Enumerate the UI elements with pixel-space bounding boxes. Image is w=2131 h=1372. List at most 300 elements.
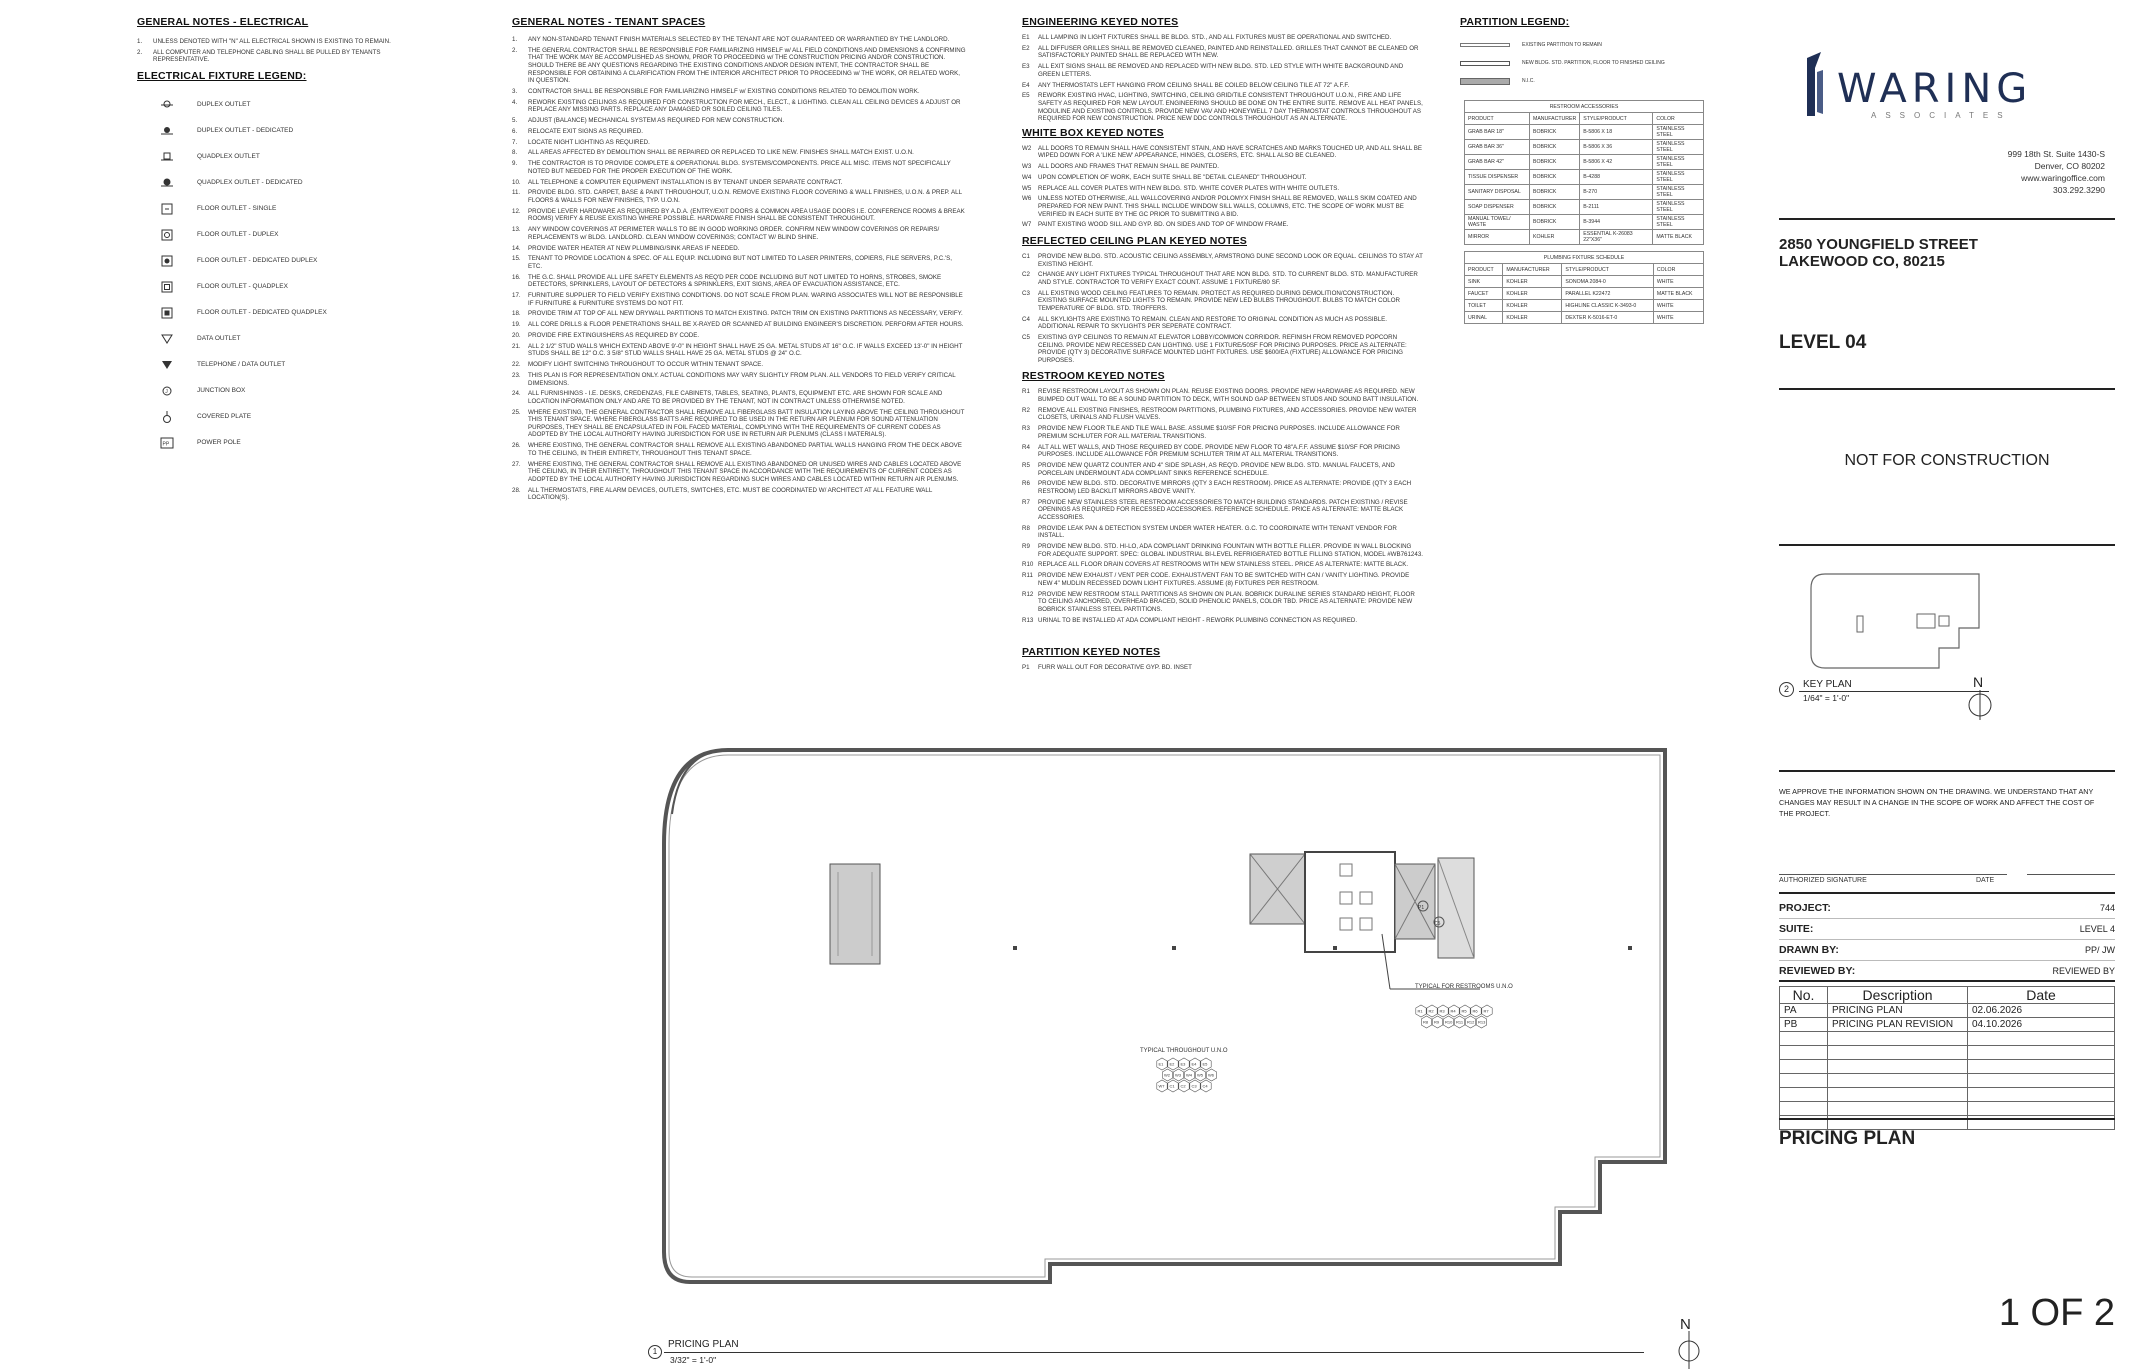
duplex-outlet-icon bbox=[137, 99, 197, 111]
column-header: COLOR bbox=[1653, 264, 1703, 276]
note-item bbox=[512, 332, 967, 340]
note-text: ALL EXIT SIGNS SHALL BE REMOVED AND REPLACED WITH NEW BLDG. STD. LED STYLE WITH WHITE BACKGROUND AND GREEN LETTERS. bbox=[1038, 63, 1404, 78]
table-cell: 02.06.2026 bbox=[1968, 1004, 2115, 1018]
tag-label: C1 bbox=[1169, 1083, 1175, 1089]
note-number: 26. bbox=[512, 442, 521, 450]
legend-label: POWER POLE bbox=[197, 439, 241, 447]
project-fields bbox=[1779, 898, 2115, 982]
legend-row bbox=[137, 326, 437, 352]
tag-label: R11 bbox=[1456, 1019, 1464, 1025]
table-cell: PRICING PLAN REVISION bbox=[1828, 1018, 1968, 1032]
note-number: W2 bbox=[1022, 144, 1032, 152]
field-label: SUITE: bbox=[1779, 923, 1814, 935]
table-row bbox=[1465, 200, 1704, 215]
note-number: E4 bbox=[1022, 81, 1030, 89]
legend-label: TELEPHONE / DATA OUTLET bbox=[197, 361, 286, 369]
note-text: PROVIDE NEW FLOOR TILE AND TILE WALL BASE. ASSUME $10/SF FOR PRICING PURPOSES. INCLUDE ALLOWANCE FOR PREMIUM SCHLUTER FOR ALL MATERIAL TRANSITIONS. bbox=[1038, 425, 1400, 440]
note-number: 12. bbox=[512, 207, 521, 215]
table-row bbox=[1465, 288, 1704, 300]
firm-phone: 303.292.3290 bbox=[2053, 185, 2105, 195]
project-address bbox=[1779, 236, 2131, 270]
plan-number: 1 bbox=[648, 1345, 662, 1359]
note-number: R12 bbox=[1022, 590, 1034, 598]
note-text: PROVIDE TRIM AT TOP OF ALL NEW DRYWALL PARTITIONS TO MATCH EXISTING. PATCH TRIM ON EXISTING PARTITIONS AS NECESSARY, VERIFY. bbox=[528, 310, 963, 318]
note-text: CONTRACTOR SHALL BE RESPONSIBLE FOR FAMILIARIZING HIMSELF w/ EXISTING CONDITIONS RELATED TO DEMOLITION WORK. bbox=[528, 87, 920, 95]
note-number: P1 bbox=[1022, 664, 1030, 672]
note-number: 4. bbox=[512, 98, 518, 106]
note-number: 10. bbox=[512, 178, 521, 186]
table-cell: WHITE bbox=[1653, 312, 1703, 324]
note-number: C4 bbox=[1022, 315, 1030, 323]
plumbing-fixture-schedule bbox=[1464, 251, 1704, 324]
existing-partition-swatch bbox=[1460, 43, 1510, 47]
restroom-notes-list bbox=[1022, 388, 1424, 624]
power-pole-icon bbox=[137, 437, 197, 449]
note-text: ALL TELEPHONE & COMPUTER EQUIPMENT INSTALLATION IS BY TENANT UNDER SEPARATE CONTRACT. bbox=[528, 178, 843, 186]
tag-label: W3 bbox=[1175, 1072, 1181, 1078]
table-cell: B-2111 bbox=[1580, 200, 1653, 215]
note-text: ALL 2 1/2" STUD WALLS WHICH EXTEND ABOVE 9'-0" IN HEIGHT SHALL HAVE 25 GA. METAL STUDS AT 16" O.C. IF WALLS EXCEED 13'-0" IN HEIGHT STUDS SHALL BE 12" O.C. 3 5/8" STUD WALLS SHALL HAVE 25 GA. METAL STUDS @ 24" O.C. bbox=[528, 342, 963, 358]
table-cell: 04.10.2026 bbox=[1968, 1018, 2115, 1032]
note-number: W6 bbox=[1022, 195, 1032, 203]
electrical-notes bbox=[137, 16, 437, 456]
legend-label: DUPLEX OUTLET - DEDICATED bbox=[197, 127, 294, 135]
note-text: PROVIDE NEW BLDG. STD. ACOUSTIC CEILING ASSEMBLY, ARMSTRONG DUNE SECOND LOOK OR EQUAL. CEILINGS TO STAY AT EXISTING HEIGHT. bbox=[1038, 252, 1423, 268]
legend-row bbox=[137, 144, 437, 170]
note-number: R2 bbox=[1022, 406, 1030, 414]
revision-row bbox=[1780, 1032, 2115, 1046]
electrical-legend-title: ELECTRICAL FIXTURE LEGEND: bbox=[137, 69, 307, 82]
legend-row bbox=[137, 300, 437, 326]
tag-label: R12 bbox=[1467, 1019, 1475, 1025]
note-text: PROVIDE NEW RESTROOM STALL PARTITIONS AS SHOWN ON PLAN. BOBRICK DURALINE SERIES STANDARD HEIGHT, FLOOR TO CEILING ANCHORED, OVERHEAD BRACED, SOLID PHENOLIC PANELS, COLOR TBD. PRICE AS ALTERNATE: PROVIDE NEW BOBRICK STAINLESS STEEL PARTITIONS. bbox=[1038, 590, 1415, 613]
note-text: ANY NON-STANDARD TENANT FINISH MATERIALS SELECTED BY THE TENANT ARE NOT GUARANTEED OR WARRANTIED BY THE LANDLORD. bbox=[528, 36, 950, 43]
note-item bbox=[512, 208, 967, 223]
restroom-notes-title: RESTROOM KEYED NOTES bbox=[1022, 370, 1165, 383]
table-row bbox=[1465, 140, 1704, 155]
note-number: 21. bbox=[512, 342, 521, 350]
note-item bbox=[512, 160, 967, 175]
table-cell bbox=[1780, 1074, 1828, 1088]
key-plan bbox=[1779, 560, 2131, 720]
note-number: 1. bbox=[137, 38, 143, 45]
table-cell bbox=[1828, 1102, 1968, 1116]
note-number: 11. bbox=[512, 189, 521, 197]
table-cell: GRAB BAR 36" bbox=[1465, 140, 1530, 155]
note-number: R9 bbox=[1022, 543, 1030, 551]
note-item bbox=[512, 390, 967, 405]
table-cell bbox=[1828, 1074, 1968, 1088]
note-number: 15. bbox=[512, 255, 521, 263]
note-text: PROVIDE NEW STAINLESS STEEL RESTROOM ACCESSORIES TO MATCH BUILDING STANDARDS. PATCH EXISTING / REVISE OPENINGS AS REQUIRED FOR RECESSED ACCESSORIES. REFERENCE SCHEDULE. PRICE AS ALTERNATE: MATTE BLACK ACCESSORIES. bbox=[1038, 498, 1408, 521]
revision-table bbox=[1779, 986, 2115, 1130]
plan-scale: 3/32" = 1'-0" bbox=[670, 1355, 717, 1365]
note-number: C2 bbox=[1022, 271, 1030, 279]
sheet-number: 1 OF 2 bbox=[1998, 1292, 2115, 1334]
table-cell: FAUCET bbox=[1465, 288, 1503, 300]
column-header: Description bbox=[1828, 987, 1968, 1004]
legend-nic bbox=[1460, 72, 1710, 90]
tenant-notes-title: GENERAL NOTES - TENANT SPACES bbox=[512, 16, 706, 28]
revision-row bbox=[1780, 1074, 2115, 1088]
note-number: 6. bbox=[512, 127, 518, 135]
signature-label: AUTHORIZED SIGNATURE bbox=[1779, 877, 1867, 884]
plan-north-label: N bbox=[1680, 1316, 1691, 1333]
note-item bbox=[1022, 63, 1424, 78]
table-cell: PARALLEL K22472 bbox=[1562, 288, 1654, 300]
tag-label: W4 bbox=[1186, 1072, 1192, 1078]
note-text: PROVIDE NEW BLDG. STD. HI-LO, ADA COMPLIANT DRINKING FOUNTAIN WITH BOTTLE FILLER. PROVIDE IN WALL BLOCKING FOR ADEQUATE SUPPORT. SPEC: GLOBAL INDUSTRIAL BI-LEVEL REFRIGERATED BOTTLE FILLING STATION, MODEL #WB761243. bbox=[1038, 543, 1423, 558]
table-cell: MATTE BLACK bbox=[1653, 230, 1704, 245]
note-number: W5 bbox=[1022, 184, 1032, 192]
tag-label: C3 bbox=[1191, 1083, 1197, 1089]
revision-row bbox=[1780, 1004, 2115, 1018]
note-number: C5 bbox=[1022, 334, 1030, 342]
tag-label: E4 bbox=[1191, 1061, 1197, 1067]
note-item bbox=[512, 361, 967, 369]
tag-label: C4 bbox=[1202, 1083, 1208, 1089]
note-number: 19. bbox=[512, 321, 521, 329]
note-item bbox=[1022, 572, 1424, 587]
note-text: TENANT TO PROVIDE LOCATION & SPEC. OF ALL EQUIP. INCLUDING BUT NOT LIMITED TO LASER PRINTERS, COPIERS, FILE SERVERS, P.C.'S, ETC. bbox=[528, 255, 952, 270]
field-value: 744 bbox=[2099, 903, 2115, 913]
firm-logo bbox=[1779, 50, 2131, 120]
note-item bbox=[1022, 334, 1424, 364]
table-cell: BOBRICK bbox=[1530, 140, 1580, 155]
note-number: W4 bbox=[1022, 173, 1032, 181]
note-text: RELOCATE EXIT SIGNS AS REQUIRED. bbox=[528, 127, 643, 135]
plan-tag: P1 bbox=[1418, 905, 1425, 911]
project-address-line1: 2850 YOUNGFIELD STREET bbox=[1779, 236, 1978, 253]
note-item bbox=[512, 149, 967, 157]
note-text: ANY THERMOSTATS LEFT HANGING FROM CEILING SHALL BE COILED BELOW CEILING TILE AT 72" A.F.F. bbox=[1038, 81, 1350, 89]
table-cell: B-5806 X 18 bbox=[1580, 125, 1653, 140]
note-text: PROVIDE WATER HEATER AT NEW PLUMBING/SINK AREAS IF NEEDED. bbox=[528, 244, 740, 252]
table-cell: STAINLESS STEEL bbox=[1653, 125, 1704, 140]
tag-label: R10 bbox=[1445, 1019, 1453, 1025]
table-cell: TISSUE DISPENSER bbox=[1465, 170, 1530, 185]
engineering-notes-title: ENGINEERING KEYED NOTES bbox=[1022, 16, 1179, 28]
note-item bbox=[512, 47, 967, 85]
note-number: R10 bbox=[1022, 561, 1034, 569]
table-cell: SONOMA 2084-0 bbox=[1562, 276, 1654, 288]
legend-row bbox=[137, 274, 437, 300]
legend-label: FLOOR OUTLET - DUPLEX bbox=[197, 231, 279, 239]
note-text: REVISE RESTROOM LAYOUT AS SHOWN ON PLAN. REUSE EXISTING DOORS. PROVIDE NEW HARDWARE AS REQUIRED. NEW BUMPED OUT WALL TO BE A SOUND PARTITION TO DECK, WITH SOUND GAP BETWEEN STUDS AND SOUND BATT INSULATION. bbox=[1038, 388, 1419, 404]
project-field-row bbox=[1779, 940, 2115, 961]
construction-status: NOT FOR CONSTRUCTION bbox=[1844, 452, 2050, 469]
table-cell: STAINLESS STEEL bbox=[1653, 140, 1704, 155]
table-cell: B-4288 bbox=[1580, 170, 1653, 185]
key-plan-drawing bbox=[1799, 568, 1999, 678]
level-title: LEVEL 04 bbox=[1779, 332, 1867, 353]
plan-title: PRICING PLAN bbox=[668, 1339, 739, 1350]
note-text: ALL SKYLIGHTS ARE EXISTING TO REMAIN. CLEAN AND RESTORE TO ORIGINAL CONDITION AS MUCH AS POSSIBLE. ADDITIONAL REPAIR TO SKYLIGHTS PER SEPERATE CONTRACT. bbox=[1038, 315, 1387, 331]
note-item bbox=[137, 38, 437, 46]
table-cell: STAINLESS STEEL bbox=[1653, 215, 1704, 230]
table-cell: STAINLESS STEEL bbox=[1653, 200, 1704, 215]
tag-label: R1 bbox=[1417, 1008, 1423, 1014]
field-value: PP/ JW bbox=[2084, 945, 2115, 955]
tag-label: R9 bbox=[1434, 1019, 1440, 1025]
note-number: R13 bbox=[1022, 616, 1034, 624]
tag-label: W2 bbox=[1164, 1072, 1170, 1078]
note-number: R8 bbox=[1022, 524, 1030, 532]
date-line bbox=[2027, 874, 2115, 875]
field-label: DRAWN BY: bbox=[1779, 944, 1839, 956]
note-number: 24. bbox=[512, 390, 521, 398]
legend-label: N.I.C. bbox=[1522, 78, 1535, 84]
note-text: FURNITURE SUPPLIER TO FIELD VERIFY EXISTING CONDITIONS. DO NOT SCALE FROM PLAN. WARING ASSOCIATES WILL NOT BE RESPONSIBLE IF FURNITURE & FURNITURE SYSTEMS DO NOT FIT. bbox=[528, 292, 963, 307]
table-title: PLUMBING FIXTURE SCHEDULE bbox=[1465, 252, 1704, 264]
data-outlet-icon bbox=[137, 334, 197, 344]
tenant-notes-list bbox=[512, 36, 967, 502]
date-label: DATE bbox=[1976, 877, 1995, 884]
table-cell bbox=[1968, 1088, 2115, 1102]
tag-label: R8 bbox=[1423, 1019, 1429, 1025]
note-item bbox=[1022, 195, 1424, 218]
tag-label: W6 bbox=[1208, 1072, 1214, 1078]
key-plan-underline bbox=[1799, 691, 1989, 692]
table-cell bbox=[1968, 1074, 2115, 1088]
table-row bbox=[1465, 312, 1704, 324]
floor-outlet-duplex-icon bbox=[137, 229, 197, 241]
note-number: 22. bbox=[512, 361, 521, 369]
plan-tag: C5 bbox=[1434, 921, 1441, 927]
note-item bbox=[512, 487, 967, 502]
note-number: E3 bbox=[1022, 63, 1030, 71]
column-header: MANUFACTURER bbox=[1503, 264, 1562, 276]
table-cell bbox=[1828, 1060, 1968, 1074]
table-cell: MATTE BLACK bbox=[1653, 288, 1703, 300]
note-item bbox=[1022, 425, 1424, 440]
note-text: ALL THERMOSTATS, FIRE ALARM DEVICES, OUTLETS, SWITCHES, ETC. MUST BE COORDINATED W/ ARCHITECT AT ALL FEATURE WALL LOCATION(S). bbox=[528, 486, 933, 502]
ceiling-notes-list bbox=[1022, 253, 1424, 364]
table-cell: STAINLESS STEEL bbox=[1653, 155, 1704, 170]
note-number: 8. bbox=[512, 149, 518, 157]
rule bbox=[1779, 544, 2115, 546]
column-header: STYLE/PRODUCT bbox=[1580, 113, 1653, 125]
tag-label: R2 bbox=[1428, 1008, 1434, 1014]
table-cell bbox=[1828, 1032, 1968, 1046]
legend-row bbox=[137, 430, 437, 456]
table-cell: URINAL bbox=[1465, 312, 1503, 324]
restroom-tag-cluster bbox=[1416, 1005, 1492, 1028]
note-text: ALL CORE DRILLS & FLOOR PENETRATIONS SHALL BE X-RAYED OR SCANNED AT BUILDING ENGINEER'S DISCRETION. PERFORM AFTER HOURS. bbox=[528, 321, 964, 329]
plan-title-underline bbox=[664, 1352, 1644, 1353]
table-cell: SANITARY DISPOSAL bbox=[1465, 185, 1530, 200]
tag-label: W5 bbox=[1197, 1072, 1203, 1078]
table-cell: MANUAL TOWEL/ WASTE bbox=[1465, 215, 1530, 230]
note-item bbox=[1022, 253, 1424, 268]
note-item bbox=[512, 372, 967, 387]
note-text: PROVIDE FIRE EXTINGUISHERS AS REQUIRED BY CODE. bbox=[528, 331, 700, 339]
restroom-accessories-table bbox=[1464, 100, 1704, 245]
table-cell: BOBRICK bbox=[1530, 155, 1580, 170]
table-cell: PRICING PLAN bbox=[1828, 1004, 1968, 1018]
note-number: 9. bbox=[512, 160, 518, 168]
engineering-notes-list bbox=[1022, 34, 1424, 123]
legend-label: FLOOR OUTLET - QUADPLEX bbox=[197, 283, 288, 291]
telephone-data-outlet-icon bbox=[137, 360, 197, 370]
note-text: PAINT EXISTING WOOD SILL AND GYP. BD. ON SIDES AND TOP OF WINDOW FRAME. bbox=[1038, 221, 1289, 229]
note-item bbox=[512, 36, 967, 44]
project-field-row bbox=[1779, 961, 2115, 982]
note-number: 18. bbox=[512, 310, 521, 318]
note-number: 5. bbox=[512, 117, 518, 125]
legend-label: EXISTING PARTITION TO REMAIN bbox=[1522, 42, 1602, 48]
north-arrow-icon bbox=[1677, 1331, 1701, 1369]
new-partition-swatch bbox=[1460, 61, 1510, 66]
table-cell: GRAB BAR 18" bbox=[1465, 125, 1530, 140]
logo-text: WARING bbox=[1837, 66, 2033, 112]
table-cell bbox=[1828, 1088, 1968, 1102]
legend-label: DUPLEX OUTLET bbox=[197, 101, 251, 109]
note-text: ALL FURNISHINGS - I.E. DESKS, CREDENZAS, FILE CABINETS, TABLES, SEATING, PLANTS, EQUIPMENT ETC. ARE SHOWN FOR SCALE AND LOCATION INFORMATION ONLY AND ARE TO BE PROVIDED BY THE TENANT, NOT IN CONTRACT UNLESS OTHERWISE NOTED. bbox=[528, 390, 943, 405]
note-text: LOCATE NIGHT LIGHTING AS REQUIRED. bbox=[528, 138, 650, 146]
note-item bbox=[1022, 591, 1424, 614]
note-item bbox=[1022, 45, 1424, 60]
legend-row bbox=[137, 118, 437, 144]
rule bbox=[1779, 218, 2115, 220]
column-header: MANUFACTURER bbox=[1530, 113, 1580, 125]
note-text: WHERE EXISTING, THE GENERAL CONTRACTOR SHALL REMOVE ALL EXISTING ABANDONED PARTIAL WALLS HANGING FROM THE DECK ABOVE TO THE CEILING, IN THEIR ENTIRETY, THROUGHOUT THIS TENANT SPACE. bbox=[528, 442, 962, 457]
note-number: 14. bbox=[512, 244, 521, 252]
note-item bbox=[512, 245, 967, 253]
note-item bbox=[1022, 525, 1424, 540]
note-item bbox=[512, 442, 967, 457]
tenant-notes bbox=[512, 16, 967, 505]
note-item bbox=[1022, 444, 1424, 459]
note-item bbox=[512, 99, 967, 114]
tag-label: R5 bbox=[1461, 1008, 1467, 1014]
floor-outlet-dedicated-duplex-icon bbox=[137, 255, 197, 267]
note-item bbox=[1022, 664, 1424, 672]
table-cell bbox=[1968, 1046, 2115, 1060]
typical-throughout-label: TYPICAL THROUGHOUT U.N.O bbox=[1140, 1048, 1228, 1054]
note-number: 17. bbox=[512, 292, 521, 300]
partition-notes-title: PARTITION KEYED NOTES bbox=[1022, 646, 1161, 659]
note-item bbox=[1022, 407, 1424, 422]
legend-row bbox=[137, 248, 437, 274]
electrical-notes-list bbox=[137, 38, 437, 64]
note-text: REPLACE ALL FLOOR DRAIN COVERS AT RESTROOMS WITH NEW STAINLESS STEEL. PRICE AS ALTERNATE: MATTE BLACK. bbox=[1038, 561, 1409, 569]
project-address-line2: LAKEWOOD CO, 80215 bbox=[1779, 253, 1945, 270]
rule bbox=[1779, 1118, 2115, 1120]
tag-label: R3 bbox=[1439, 1008, 1445, 1014]
note-item bbox=[512, 179, 967, 187]
table-cell bbox=[1968, 1102, 2115, 1116]
junction-box-icon bbox=[137, 385, 197, 397]
note-item bbox=[512, 409, 967, 439]
table-cell: TOILET bbox=[1465, 300, 1503, 312]
table-cell: WHITE bbox=[1653, 300, 1703, 312]
note-text: ALL DOORS AND FRAMES THAT REMAIN SHALL BE PAINTED. bbox=[1038, 163, 1219, 171]
note-number: 28. bbox=[512, 486, 521, 494]
tag-label: R4 bbox=[1450, 1008, 1456, 1014]
note-item bbox=[1022, 221, 1424, 229]
note-item bbox=[512, 461, 967, 484]
field-label: REVIEWED BY: bbox=[1779, 964, 1856, 977]
note-item bbox=[1022, 462, 1424, 477]
firm-address bbox=[1779, 148, 2105, 196]
note-text: UPON COMPLETION OF WORK, EACH SUITE SHALL BE "DETAIL CLEANED" THROUGHOUT. bbox=[1038, 173, 1307, 181]
note-number: E5 bbox=[1022, 92, 1030, 100]
note-text: ANY WINDOW COVERINGS AT PERIMETER WALLS TO BE IN GOOD WORKING ORDER. CONFIRM NEW WINDOW COVERINGS OR REPAIRS/ REPLACEMENTS w/ BLDG. LANDLORD. CLEAN WINDOW COVERINGS; CONTACT W/ BLIND SHINE. bbox=[528, 226, 940, 241]
partition-legend-title: PARTITION LEGEND: bbox=[1460, 16, 1570, 28]
table-cell bbox=[1968, 1032, 2115, 1046]
partition-legend bbox=[1460, 16, 1710, 90]
table-cell: B-5806 X 36 bbox=[1580, 140, 1653, 155]
table-cell: HIGHLINE CLASSIC K-3493-0 bbox=[1562, 300, 1654, 312]
note-item bbox=[512, 226, 967, 241]
note-text: UNLESS DENOTED WITH "N" ALL ELECTRICAL SHOWN IS EXISTING TO REMAIN. bbox=[153, 38, 391, 45]
revision-row bbox=[1780, 1060, 2115, 1074]
table-cell: BOBRICK bbox=[1530, 215, 1580, 230]
note-text: UNLESS NOTED OTHERWISE, ALL WALLCOVERING AND/OR POLOMYX FINISH SHALL BE REMOVED, WALLS SKIM COATED AND PREPARED FOR NEW PAINT. THIS SHALL INCLUDE WINDOW SILL WALLS, COLUMNS, ETC. THE SCOPE OF WORK MUST BE VERIFIED IN EACH SUITE BY THE GC PRIOR TO SUBMITTING A BID. bbox=[1038, 195, 1417, 218]
table-cell: STAINLESS STEEL bbox=[1653, 170, 1704, 185]
legend-label: QUADPLEX OUTLET bbox=[197, 153, 260, 161]
note-item bbox=[512, 128, 967, 136]
note-number: R7 bbox=[1022, 498, 1030, 506]
legend-row bbox=[137, 404, 437, 430]
note-item bbox=[1022, 480, 1424, 495]
table-cell: ESSENTIAL K-26083 22"X36" bbox=[1580, 230, 1653, 245]
table-row bbox=[1465, 185, 1704, 200]
note-item bbox=[1022, 34, 1424, 42]
note-text: WHERE EXISTING, THE GENERAL CONTRACTOR SHALL REMOVE ALL FIBERGLASS BATT INSULATION LAYING ABOVE THE CEILING THROUGHOUT THIS TENANT SPACE. WHERE FIBERGLASS BATTS ARE REQUIRED TO BE USED IN THE RETURN AIR PLENUM FOR SOUND ATTENUATION PURPOSES, THEY SHALL BE ENCAPSULATED IN FOIL FACED MATERIAL, COMPLYING WITH THE REQUIREMENTS OF CURRENT CODES AS ADOPTED BY THE LOCAL AUTHORITY HAVING JURISDICTION FOR USE IN RETURN AIR PLENUMS (CLASS I MATERIALS). bbox=[528, 408, 965, 439]
tag-label: R6 bbox=[1472, 1008, 1478, 1014]
key-plan-scale: 1/64" = 1'-0" bbox=[1803, 693, 1850, 703]
note-item bbox=[512, 310, 967, 318]
table-cell: PA bbox=[1780, 1004, 1828, 1018]
note-number: 13. bbox=[512, 226, 521, 234]
table-cell bbox=[1780, 1102, 1828, 1116]
legend-label: DATA OUTLET bbox=[197, 335, 241, 343]
note-text: THE CONTRACTOR IS TO PROVIDE COMPLETE & OPERATIONAL BLDG. SYSTEMS/COMPONENTS. PRICE ALL MISC. ITEMS NOT SPECIFICALLY NOTED BUT NEEDED FOR THE PROPER EXECUTION OF THE WORK. bbox=[528, 160, 951, 175]
note-item bbox=[137, 49, 437, 64]
key-plan-number: 2 bbox=[1779, 682, 1794, 697]
legend-row bbox=[137, 222, 437, 248]
table-cell: PB bbox=[1780, 1018, 1828, 1032]
note-item bbox=[512, 88, 967, 96]
table-cell: B-5806 X 42 bbox=[1580, 155, 1653, 170]
note-item bbox=[1022, 388, 1424, 403]
note-number: C3 bbox=[1022, 289, 1030, 297]
note-text: PROVIDE BLDG. STD. CARPET, BASE & PAINT THROUGHOUT, U.O.N. REMOVE EXISTING FLOOR COVERING & WALL FINISHES, U.O.N. & PREP. ALL FLOORS & WALLS FOR NEW FINISHES, TYP. U.O.N. bbox=[528, 189, 962, 204]
legend-label: JUNCTION BOX bbox=[197, 387, 246, 395]
tag-label: E1 bbox=[1158, 1061, 1164, 1067]
tag-label: E3 bbox=[1180, 1061, 1186, 1067]
note-number: R3 bbox=[1022, 425, 1030, 433]
note-item bbox=[1022, 561, 1424, 569]
note-item bbox=[1022, 290, 1424, 313]
duplex-outlet-dedicated-icon bbox=[137, 125, 197, 137]
table-cell bbox=[1780, 1032, 1828, 1046]
note-number: E2 bbox=[1022, 44, 1030, 52]
note-text: ALL DIFFUSER GRILLES SHALL BE REMOVED CLEANED, PAINTED AND REINSTALLED. GRILLES THAT CANNOT BE CLEANED OR SATISFACTORILY PAINTED SHALL BE REPLACED WITH NEW. bbox=[1038, 44, 1419, 60]
svg-text:PP: PP bbox=[162, 441, 170, 448]
note-item bbox=[512, 255, 967, 270]
note-text: PROVIDE NEW QUARTZ COUNTER AND 4" SIDE SPLASH, AS REQ'D. PROVIDE NEW BLDG. STD. MANUAL FAUCETS, AND PORCELAIN UNDERMOUNT ADA COMPLIANT SINKS REFERENCE SCHEDULE. bbox=[1038, 461, 1395, 477]
column-header: PRODUCT bbox=[1465, 264, 1503, 276]
note-number: 25. bbox=[512, 408, 521, 416]
legend-row bbox=[137, 92, 437, 118]
note-text: WHERE EXISTING, THE GENERAL CONTRACTOR SHALL REMOVE ALL EXISTING ABANDONED OR UNUSED WIRES AND CABLES LOCATED ABOVE THE CEILING, IN THEIR ENTIRETY, THROUGHOUT THIS TENANT SPACE IN ACCORDANCE WITH THE REQUIREMENTS OF CURRENT CODES AS ADOPTED BY THE LOCAL AUTHORITY HAVING JURISDICTION REGARDING SUCH WIRES AND CABLES LOCATED WITHIN RETURN AIR PLENUMS. bbox=[528, 460, 962, 483]
note-text: PROVIDE NEW EXHAUST / VENT PER CODE. EXHAUST/VENT FAN TO BE SWITCHED WITH CAN / VANITY LIGHTING. PROVIDE NEW 4" MUDLIN RECESSED DOWN LIGHT FIXTURES. ASSUME (8) FIXTURES PER RESTROOM. bbox=[1038, 572, 1410, 587]
legend-existing-partition bbox=[1460, 36, 1710, 54]
typical-restroom-label: TYPICAL FOR RESTROOMS U.N.O bbox=[1415, 984, 1513, 990]
